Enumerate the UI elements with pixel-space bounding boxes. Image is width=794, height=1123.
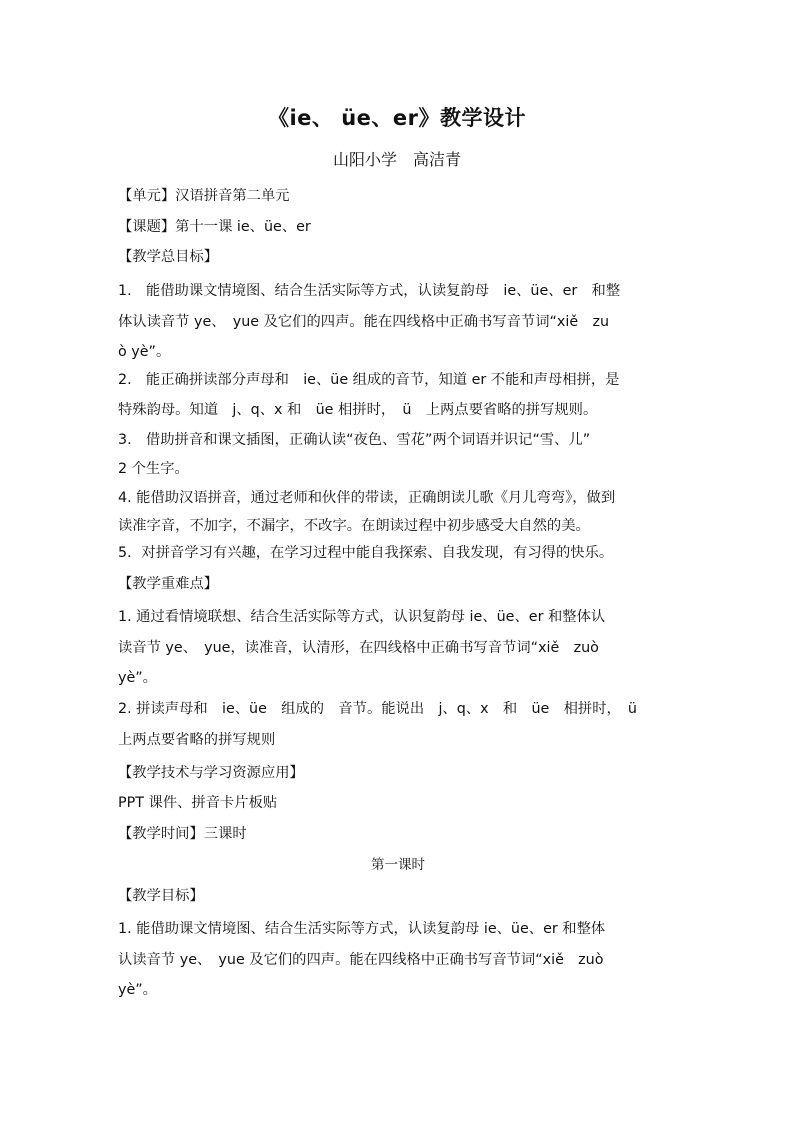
author-line: 山阳小学 高洁青 [332, 150, 461, 169]
section-heading-objectives: 【教学目标】 [118, 888, 204, 904]
goal-2-line-2: 特殊韵母。知道 j、q、x 和 üe 相拼时， ü 上两点要省略的拼写规则。 [118, 402, 598, 418]
unit-line: 【单元】汉语拼音第二单元 [118, 188, 290, 204]
section-heading-goals: 【教学总目标】 [118, 249, 219, 265]
goal-1-line-1: 1. 能借助课文情境图、结合生活实际等方式，认读复韵母 ie、üe、er 和整 [118, 283, 621, 299]
first-lesson-heading: 第一课时 [371, 857, 425, 873]
resources-line: PPT 课件、拼音卡片板贴 [118, 795, 278, 811]
teaching-time-line: 【教学时间】三课时 [118, 826, 247, 842]
key-point-1-line-2: 读音节 ye、 yue，读准音，认清形，在四线格中正确书写音节词“xiě zuò [118, 640, 599, 656]
goal-3-line-1: 3. 借助拼音和课文插图，正确认读“夜色、雪花”两个词语并识记“雪、儿” [118, 432, 591, 448]
key-point-2-line-1: 2. 拼读声母和 ie、üe 组成的 音节。能说出 j、q、x 和 üe 相拼时， ü [118, 701, 637, 717]
goal-2-line-1: 2. 能正确拼读部分声母和 ie、üe 组成的音节，知道 er 不能和声母相拼，是 [118, 372, 620, 388]
goal-1-line-2: 体认读音节 ye、 yue 及它们的四声。能在四线格中正确书写音节词“xiě zu [118, 314, 610, 330]
objective-1-line-2: 认读音节 ye、 yue 及它们的四声。能在四线格中正确书写音节词“xiě zuò [118, 952, 604, 968]
key-point-1-line-1: 1. 通过看情境联想、结合生活实际等方式，认识复韵母 ie、üe、er 和整体认 [118, 609, 606, 625]
section-heading-key-points: 【教学重难点】 [118, 576, 219, 592]
goal-1-line-3: ò yè”。 [118, 344, 171, 360]
goal-4-line-2: 读准字音，不加字，不漏字，不改字。在朗读过程中初步感受大自然的美。 [118, 518, 590, 534]
objective-1-line-1: 1. 能借助课文情境图、结合生活实际等方式，认读复韵母 ie、üe、er 和整体 [118, 921, 606, 937]
section-heading-resources: 【教学技术与学习资源应用】 [118, 765, 304, 781]
document-title: 《ie、 üe、er》教学设计 [267, 106, 527, 130]
goal-3-line-2: 2 个生字。 [118, 461, 189, 477]
goal-5-line: 5．对拼音学习有兴趣，在学习过程中能自我探索、自我发现，有习得的快乐。 [118, 545, 614, 561]
lesson-line: 【课题】第十一课 ie、üe、er [118, 219, 311, 235]
objective-1-line-3: yè”。 [118, 982, 157, 998]
key-point-2-line-2: 上两点要省略的拼写规则 [118, 732, 276, 748]
goal-4-line-1: 4. 能借助汉语拼音，通过老师和伙伴的带读，正确朗读儿歌《月儿弯弯》，做到 [118, 490, 616, 506]
key-point-1-line-3: yè”。 [118, 670, 157, 686]
